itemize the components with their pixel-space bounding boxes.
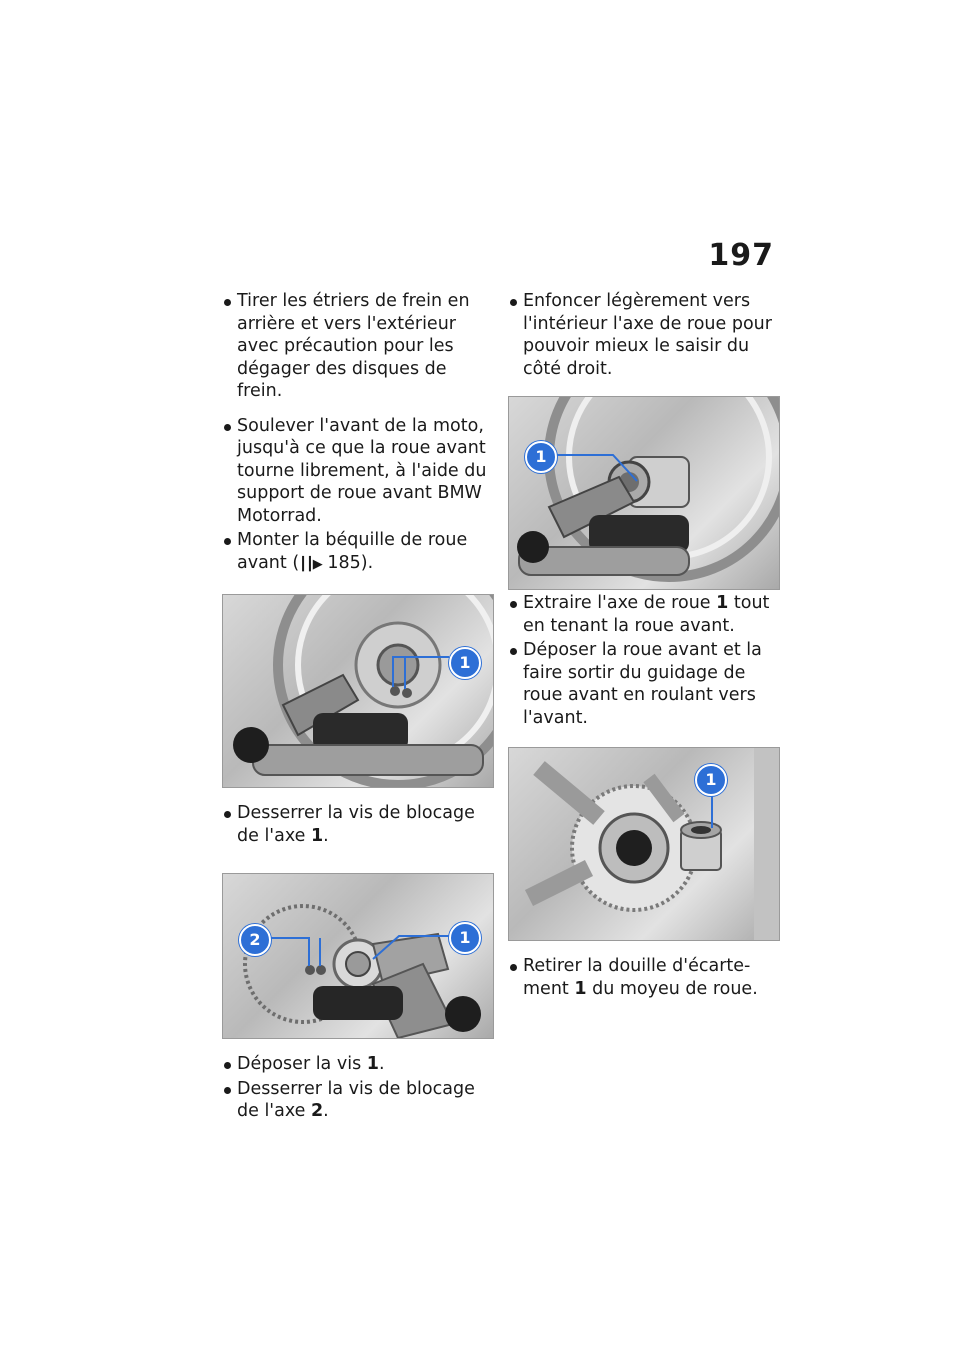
- figure-spacer-sleeve: [508, 747, 780, 941]
- step-text-suffix: ).: [360, 552, 374, 573]
- hub-spacer-illustration: [509, 748, 779, 940]
- step-pull-calipers: [222, 290, 494, 403]
- step-text-prefix: Monter la béquille de roue avant (: [237, 530, 468, 573]
- bullet-icon: [224, 299, 231, 306]
- step-text-suffix: tout en tenant la roue avant.: [523, 593, 770, 636]
- callout-1: 1: [525, 441, 557, 473]
- step-text: Soulever l'avant de la moto, jusqu'à ce que la roue avant tourne librement, à l'aide du support de roue avant BMW Motorrad.: [237, 415, 487, 526]
- callout-reference: 1: [310, 825, 324, 846]
- axle-end-illustration: [509, 397, 779, 589]
- figure-axle-screws: [222, 873, 494, 1039]
- step-loosen-clamp-1: [222, 802, 494, 847]
- bullet-icon: [510, 648, 517, 655]
- step-extract-axle: [508, 592, 780, 637]
- callout-reference: 2: [310, 1101, 324, 1121]
- step-text-prefix: Déposer la vis: [237, 1054, 367, 1074]
- step-text-prefix: Desserrer la vis de blocage de l'axe: [237, 803, 475, 846]
- figure-axle-end: [508, 396, 780, 590]
- step-text: Déposer la roue avant et la faire sortir du guidage de roue avant en roulant vers l'avant.: [523, 640, 762, 728]
- bullet-icon: [510, 601, 517, 608]
- step-remove-wheel: [508, 639, 780, 729]
- step-remove-spacer: [508, 955, 780, 1000]
- axle-illustration: [223, 874, 493, 1038]
- step-push-axle: [508, 290, 780, 380]
- page-reference-link[interactable]: 185: [327, 552, 361, 573]
- figure-axle-clamp-screw: [222, 594, 494, 788]
- bullet-icon: [224, 1087, 231, 1094]
- page-reference-arrow-icon: ┃┃▶: [299, 556, 322, 572]
- wheel-hub-illustration: [223, 595, 493, 787]
- callout-reference: 1: [366, 1054, 379, 1074]
- step-remove-screw: [222, 1053, 494, 1076]
- bullet-icon: [224, 811, 231, 818]
- step-text-suffix: du moyeu de roue.: [586, 978, 758, 999]
- step-text-suffix: .: [323, 1101, 329, 1121]
- page-number: 197: [708, 238, 774, 273]
- step-text-prefix: Retirer la douille d'écarte-ment: [523, 956, 751, 999]
- step-loosen-clamp-2: [222, 1078, 494, 1123]
- callout-reference: 1: [574, 978, 587, 999]
- step-text: Enfoncer légèrement vers l'intérieur l'axe de roue pour pouvoir mieux le saisir du côté droit.: [523, 291, 772, 379]
- bullet-icon: [224, 1062, 231, 1069]
- step-text-suffix: .: [378, 1054, 385, 1074]
- bullet-icon: [510, 964, 517, 971]
- step-text-prefix: Extraire l'axe de roue: [523, 593, 717, 613]
- callout-reference: 1: [716, 593, 729, 613]
- callout-2: 2: [239, 924, 271, 956]
- step-lift-front: [222, 415, 494, 528]
- left-column: [222, 290, 494, 1123]
- callout-1: 1: [449, 922, 481, 954]
- right-column: [508, 290, 780, 1000]
- bullet-icon: [224, 538, 231, 545]
- step-text-prefix: Desserrer la vis de blocage de l'axe: [237, 1078, 475, 1121]
- step-text: Tirer les étriers de frein en arrière et vers l'extérieur avec précaution pour les dégager des disques de frein.: [237, 291, 470, 401]
- callout-1: 1: [695, 764, 727, 796]
- bullet-icon: [224, 424, 231, 431]
- bullet-icon: [510, 299, 517, 306]
- step-mount-stand: [222, 529, 494, 576]
- step-text-suffix: .: [323, 825, 329, 846]
- callout-1: 1: [449, 647, 481, 679]
